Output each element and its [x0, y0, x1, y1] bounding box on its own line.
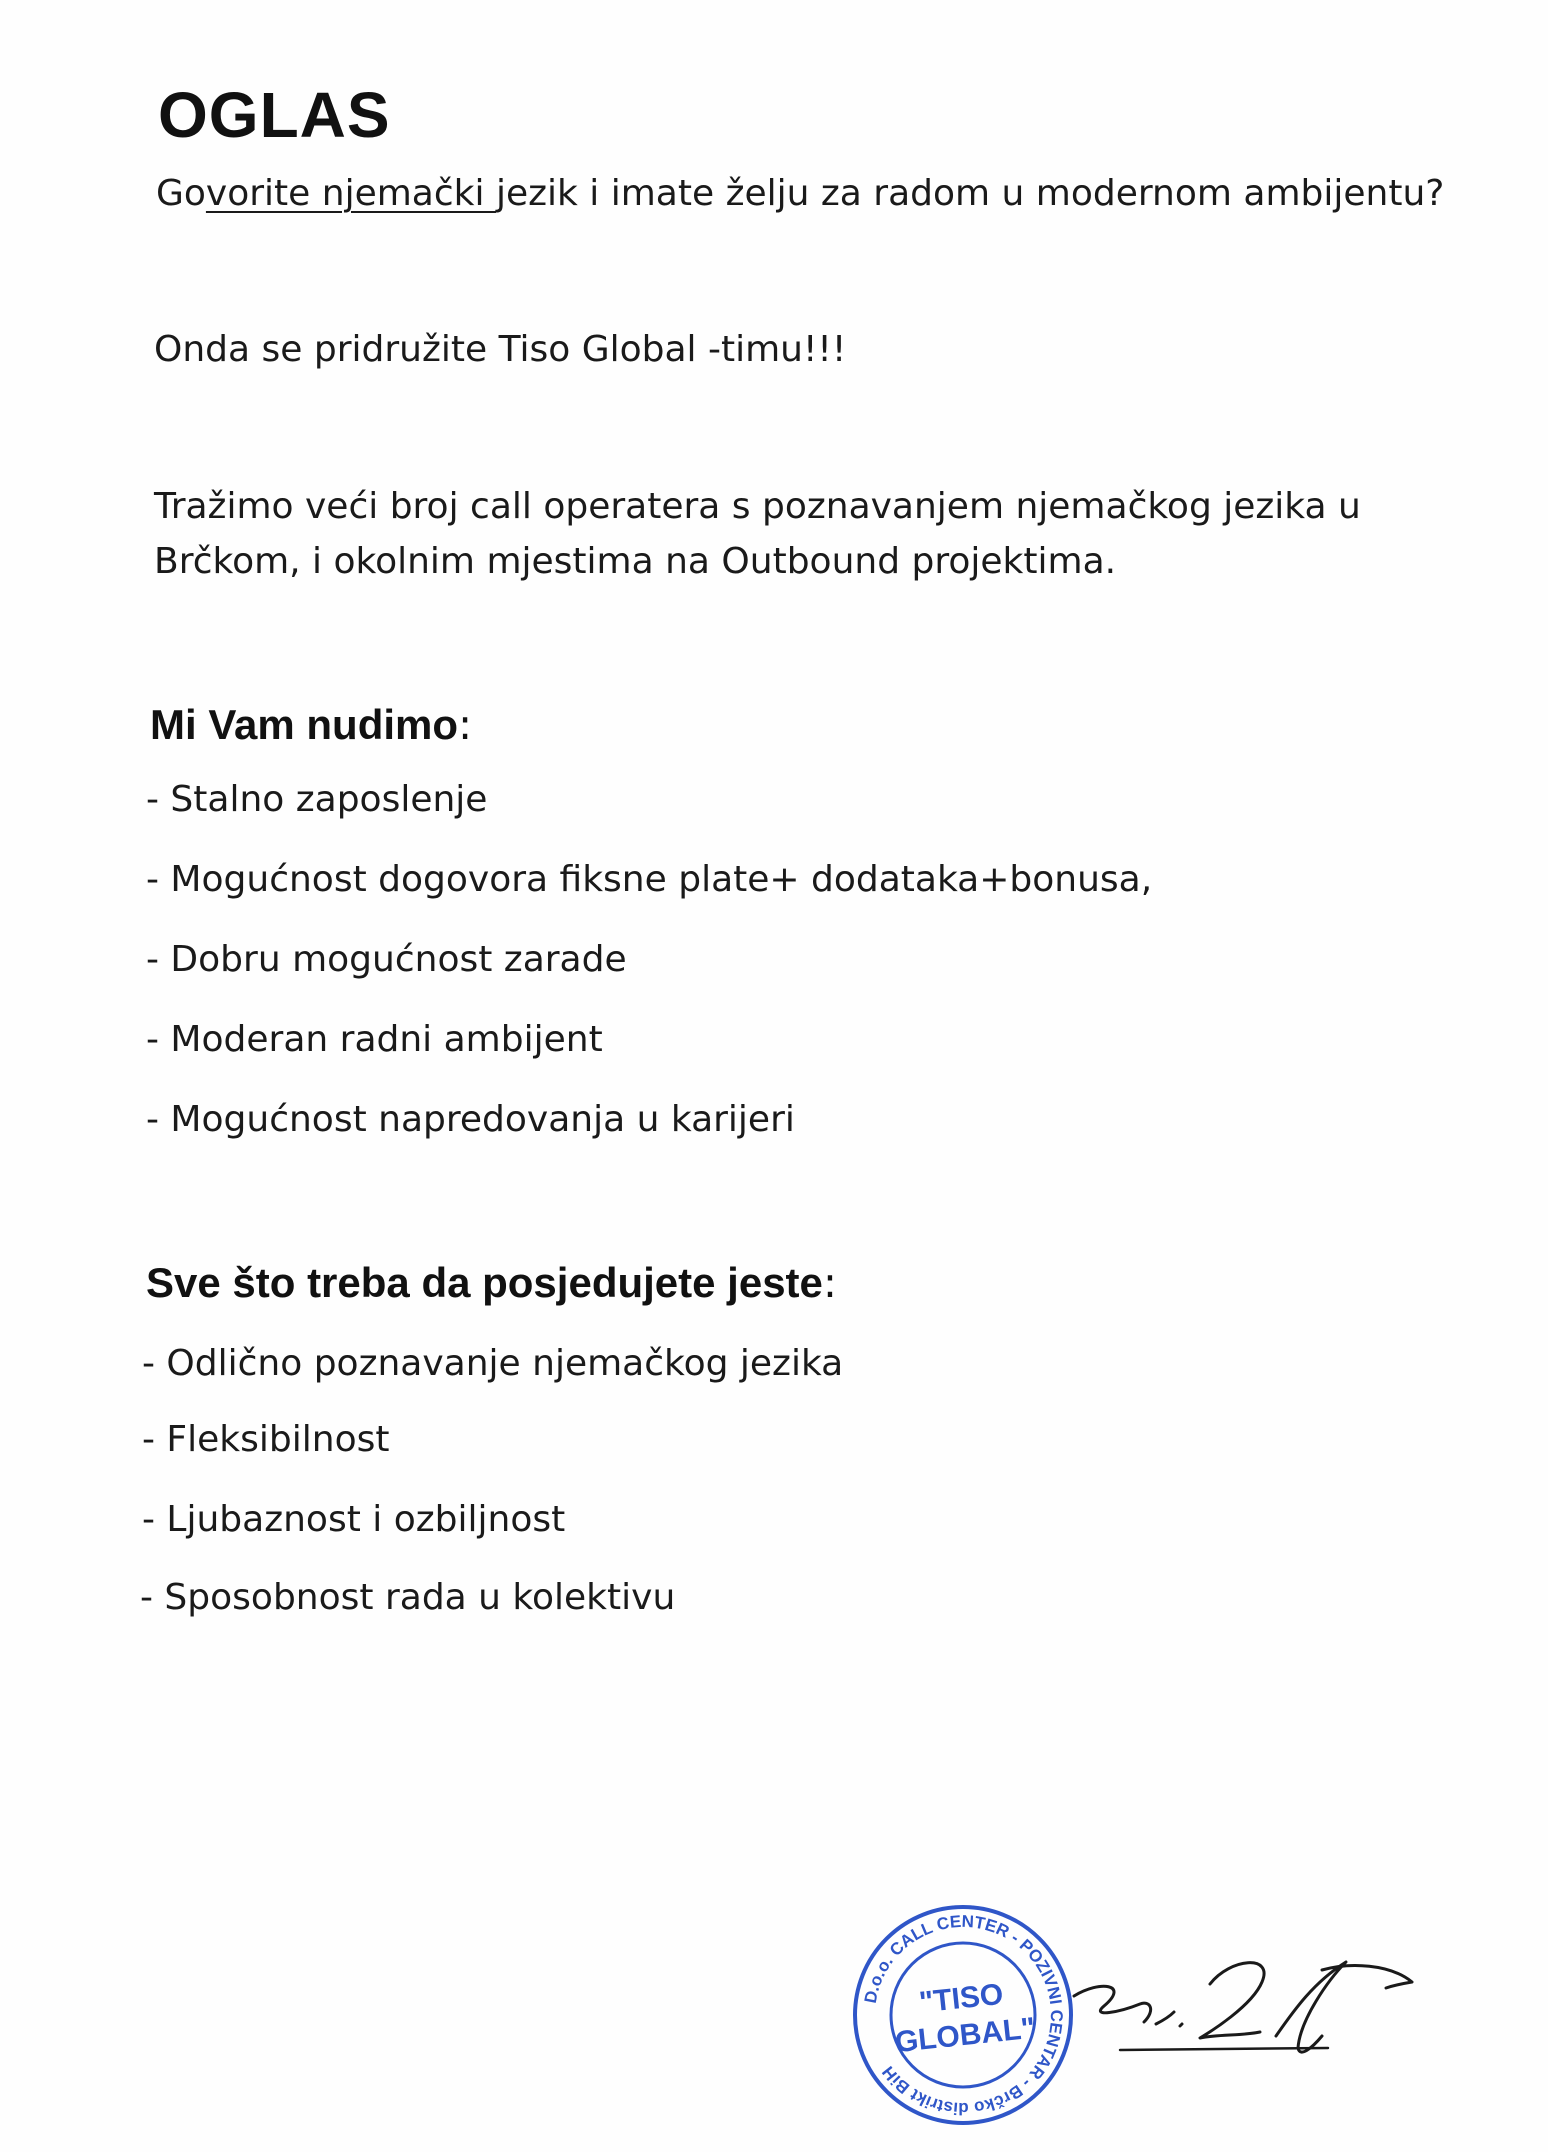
offer-item: - Dobru mogućnost zarade	[146, 939, 627, 980]
signature	[1060, 1940, 1440, 2100]
offer-item: - Moderan radni ambijent	[146, 1019, 603, 1060]
page-title: OGLAS	[158, 79, 391, 151]
requirement-item: - Sposobnost rada u kolektivu	[140, 1577, 676, 1618]
offer-item: - Stalno zaposlenje	[146, 779, 488, 820]
stamp-center-line-1: "TISO	[917, 1977, 1005, 2020]
requirement-item: - Odlično poznavanje njemačkog jezika	[142, 1343, 844, 1384]
intro-line-question-end: jezik i imate želju za radom u modernom ambijentu?	[495, 173, 1445, 214]
intro-line-question	[156, 172, 1444, 215]
signature-graphic	[1060, 1940, 1440, 2100]
offer-item: - Mogućnost dogovora fiksne plate+ dodataka+bonusa,	[146, 859, 1153, 900]
signature-stroke	[1074, 1986, 1151, 2022]
stamp-center-line-2: GLOBAL"	[893, 2011, 1037, 2060]
intro-line-join: Onda se pridružite Tiso Global -timu!!!	[154, 329, 847, 370]
stamp-outer-ring	[855, 1907, 1071, 2123]
intro-line-search-2: Brčkom, i okolnim mjestima na Outbound projektima.	[154, 541, 1117, 582]
signature-stroke	[1200, 1963, 1264, 2038]
intro-line-question-start: Go	[156, 173, 206, 214]
signature-stroke	[1156, 2012, 1182, 2026]
requirements-heading-colon: :	[822, 1258, 838, 1307]
signature-stroke	[1276, 1962, 1346, 2052]
signature-underline	[1120, 2048, 1328, 2050]
offer-heading-colon: :	[458, 700, 473, 749]
intro-line-question-underlined: vorite njemački	[205, 173, 496, 214]
requirements-heading-text: Sve što treba da posjedujete jeste	[146, 1259, 823, 1306]
company-stamp	[848, 1900, 1078, 2130]
requirement-item: - Fleksibilnost	[142, 1419, 390, 1460]
offer-heading-text: Mi Vam nudimo	[150, 701, 459, 748]
offer-heading	[150, 700, 472, 749]
stamp-graphic	[848, 1900, 1078, 2130]
stamp-ring-text-path: D.o.o. CALL CENTER - POZIVNI CENTAR - Brčko distrikt BiH	[860, 1911, 1067, 2119]
offer-item: - Mogućnost napredovanja u karijeri	[146, 1099, 795, 1140]
intro-line-search-1: Tražimo veći broj call operatera s poznavanjem njemačkog jezika u	[154, 486, 1361, 527]
requirements-heading	[146, 1258, 837, 1307]
requirement-item: - Ljubaznost i ozbiljnost	[142, 1499, 566, 1540]
